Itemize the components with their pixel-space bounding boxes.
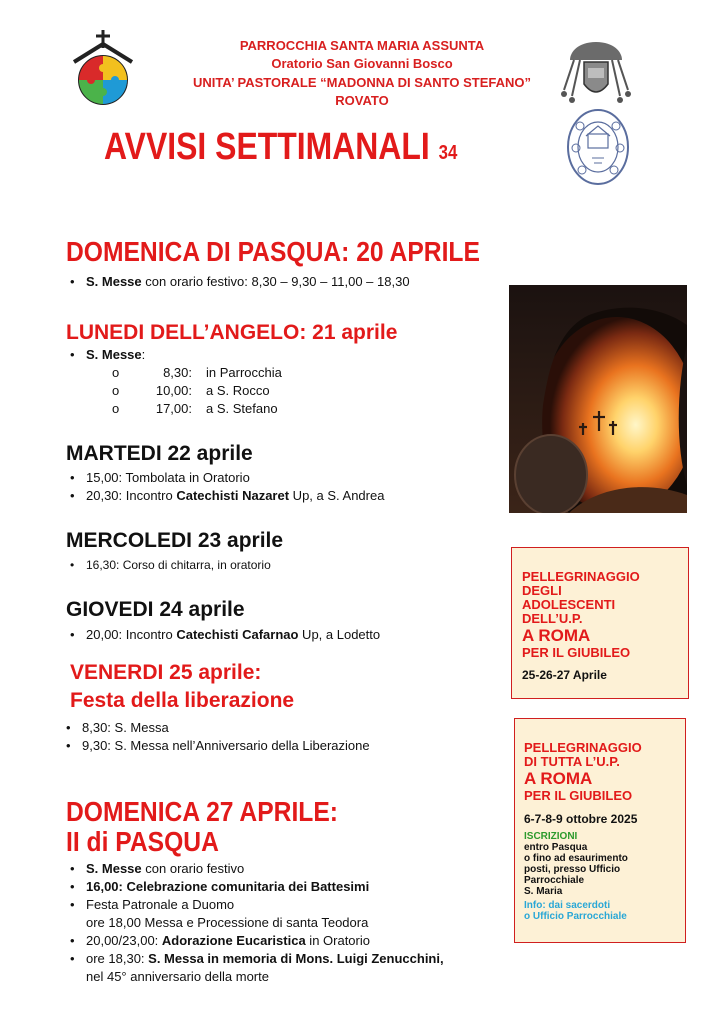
list-item: • Festa Patronale a Duomo ore 18,00 Messa e Processione di santa Teodora [66, 896, 444, 932]
box2-detail: entro Pasqua [524, 842, 588, 853]
box1-line3: ADOLESCENTI [522, 597, 616, 612]
box2-info: o Ufficio Parrocchiale [524, 911, 627, 922]
box2-dates: 6-7-8-9 ottobre 2025 [524, 812, 638, 826]
list-item: • 20,30: Incontro Catechisti Nazaret Up, a S. Andrea [66, 487, 384, 505]
list-item: • S. Messe: [66, 346, 145, 364]
heading-wednesday: MERCOLEDI 23 aprile [66, 529, 284, 552]
box2-detail: Parrocchiale [524, 875, 585, 886]
list-item: • S. Messe con orario festivo: 8,30 – 9,30 – 11,00 – 18,30 [66, 273, 410, 291]
box2-iscrizioni: ISCRIZIONI [524, 831, 578, 842]
list-item: • 20,00/23,00: Adorazione Eucaristica in Oratorio [66, 932, 444, 950]
sub-list-item: o 17,00: a S. Stefano [112, 401, 278, 416]
box2-giubileo: PER IL GIUBILEO [524, 788, 633, 803]
box2-detail: posti, presso Ufficio [524, 864, 621, 875]
bishop-coat-of-arms-icon [560, 38, 632, 106]
heading-sunday-easter: DOMENICA DI PASQUA: 20 APRILE [66, 236, 480, 267]
sub-list-item: o 8,30: in Parrocchia [112, 365, 282, 380]
list-item: • 9,30: S. Messa nell’Anniversario della Liberazione [62, 737, 370, 755]
list-item: • 20,00: Incontro Catechisti Cafarnao Up, a Lodetto [66, 626, 380, 644]
list-item: • 15,00: Tombolata in Oratorio [66, 469, 384, 487]
list-sunday-easter [66, 273, 410, 291]
page-title [104, 126, 457, 169]
box1-line4: DELL’U.P. [522, 611, 583, 626]
box1-line2: DEGLI [522, 583, 562, 598]
heading-friday: VENERDI 25 aprile: [70, 661, 262, 684]
list-monday [66, 346, 145, 364]
list-item: • 8,30: S. Messa [62, 719, 370, 737]
heading-second-easter: II di PASQUA [66, 826, 219, 857]
list-tuesday [66, 469, 384, 505]
pilgrimage-community-box [514, 718, 686, 943]
heading-thursday: GIOVEDI 24 aprile [66, 598, 245, 621]
header-town: ROVATO [335, 93, 389, 108]
empty-tomb-easter-image [509, 285, 687, 513]
heading-liberation-day: Festa della liberazione [70, 689, 295, 712]
heading-sunday-second: DOMENICA 27 APRILE: [66, 796, 338, 827]
page-title-text: AVVISI SETTIMANALI [104, 126, 430, 168]
heading-monday: LUNEDI DELL’ANGELO: 21 aprile [66, 321, 398, 344]
header-unita-pastorale: UNITA’ PASTORALE “MADONNA DI SANTO STEFANO” [192, 75, 532, 90]
heading-tuesday: MARTEDI 22 aprile [66, 442, 253, 465]
header-oratorio: Oratorio San Giovanni Bosco [271, 56, 453, 71]
list-item: • ore 18,30: S. Messa in memoria di Mons. Luigi Zenucchini, nel 45° anniversario della morte [66, 950, 444, 986]
oratorio-round-seal-icon [566, 108, 630, 186]
box1-line1: PELLEGRINAGGIO [522, 569, 640, 584]
box2-line2: DI TUTTA L’U.P. [524, 754, 620, 769]
list-sunday-second [66, 860, 444, 986]
box2-detail: S. Maria [524, 886, 563, 897]
list-item: • S. Messe con orario festivo [66, 860, 444, 878]
bulletin-number: 34 [438, 142, 458, 164]
box1-giubileo: PER IL GIUBILEO [522, 645, 631, 660]
list-thursday [66, 626, 380, 644]
sub-list-item: o 10,00: a S. Rocco [112, 383, 270, 398]
box2-detail: o fino ad esaurimento [524, 853, 628, 864]
list-item: • 16,00: Celebrazione comunitaria dei Battesimi [66, 878, 444, 896]
pilgrimage-youth-box [511, 547, 689, 699]
list-friday [62, 719, 370, 755]
header-parish: PARROCCHIA SANTA MARIA ASSUNTA [239, 38, 485, 53]
box1-dates: 25-26-27 Aprile [522, 668, 607, 682]
list-wednesday [66, 556, 271, 574]
box2-line1: PELLEGRINAGGIO [524, 740, 642, 755]
monday-sub-list [112, 364, 282, 418]
box2-roma: A ROMA [524, 769, 593, 788]
box2-info: Info: dai sacerdoti [524, 900, 611, 911]
box1-roma: A ROMA [522, 626, 591, 645]
list-item: • 16,30: Corso di chitarra, in oratorio [66, 556, 271, 574]
